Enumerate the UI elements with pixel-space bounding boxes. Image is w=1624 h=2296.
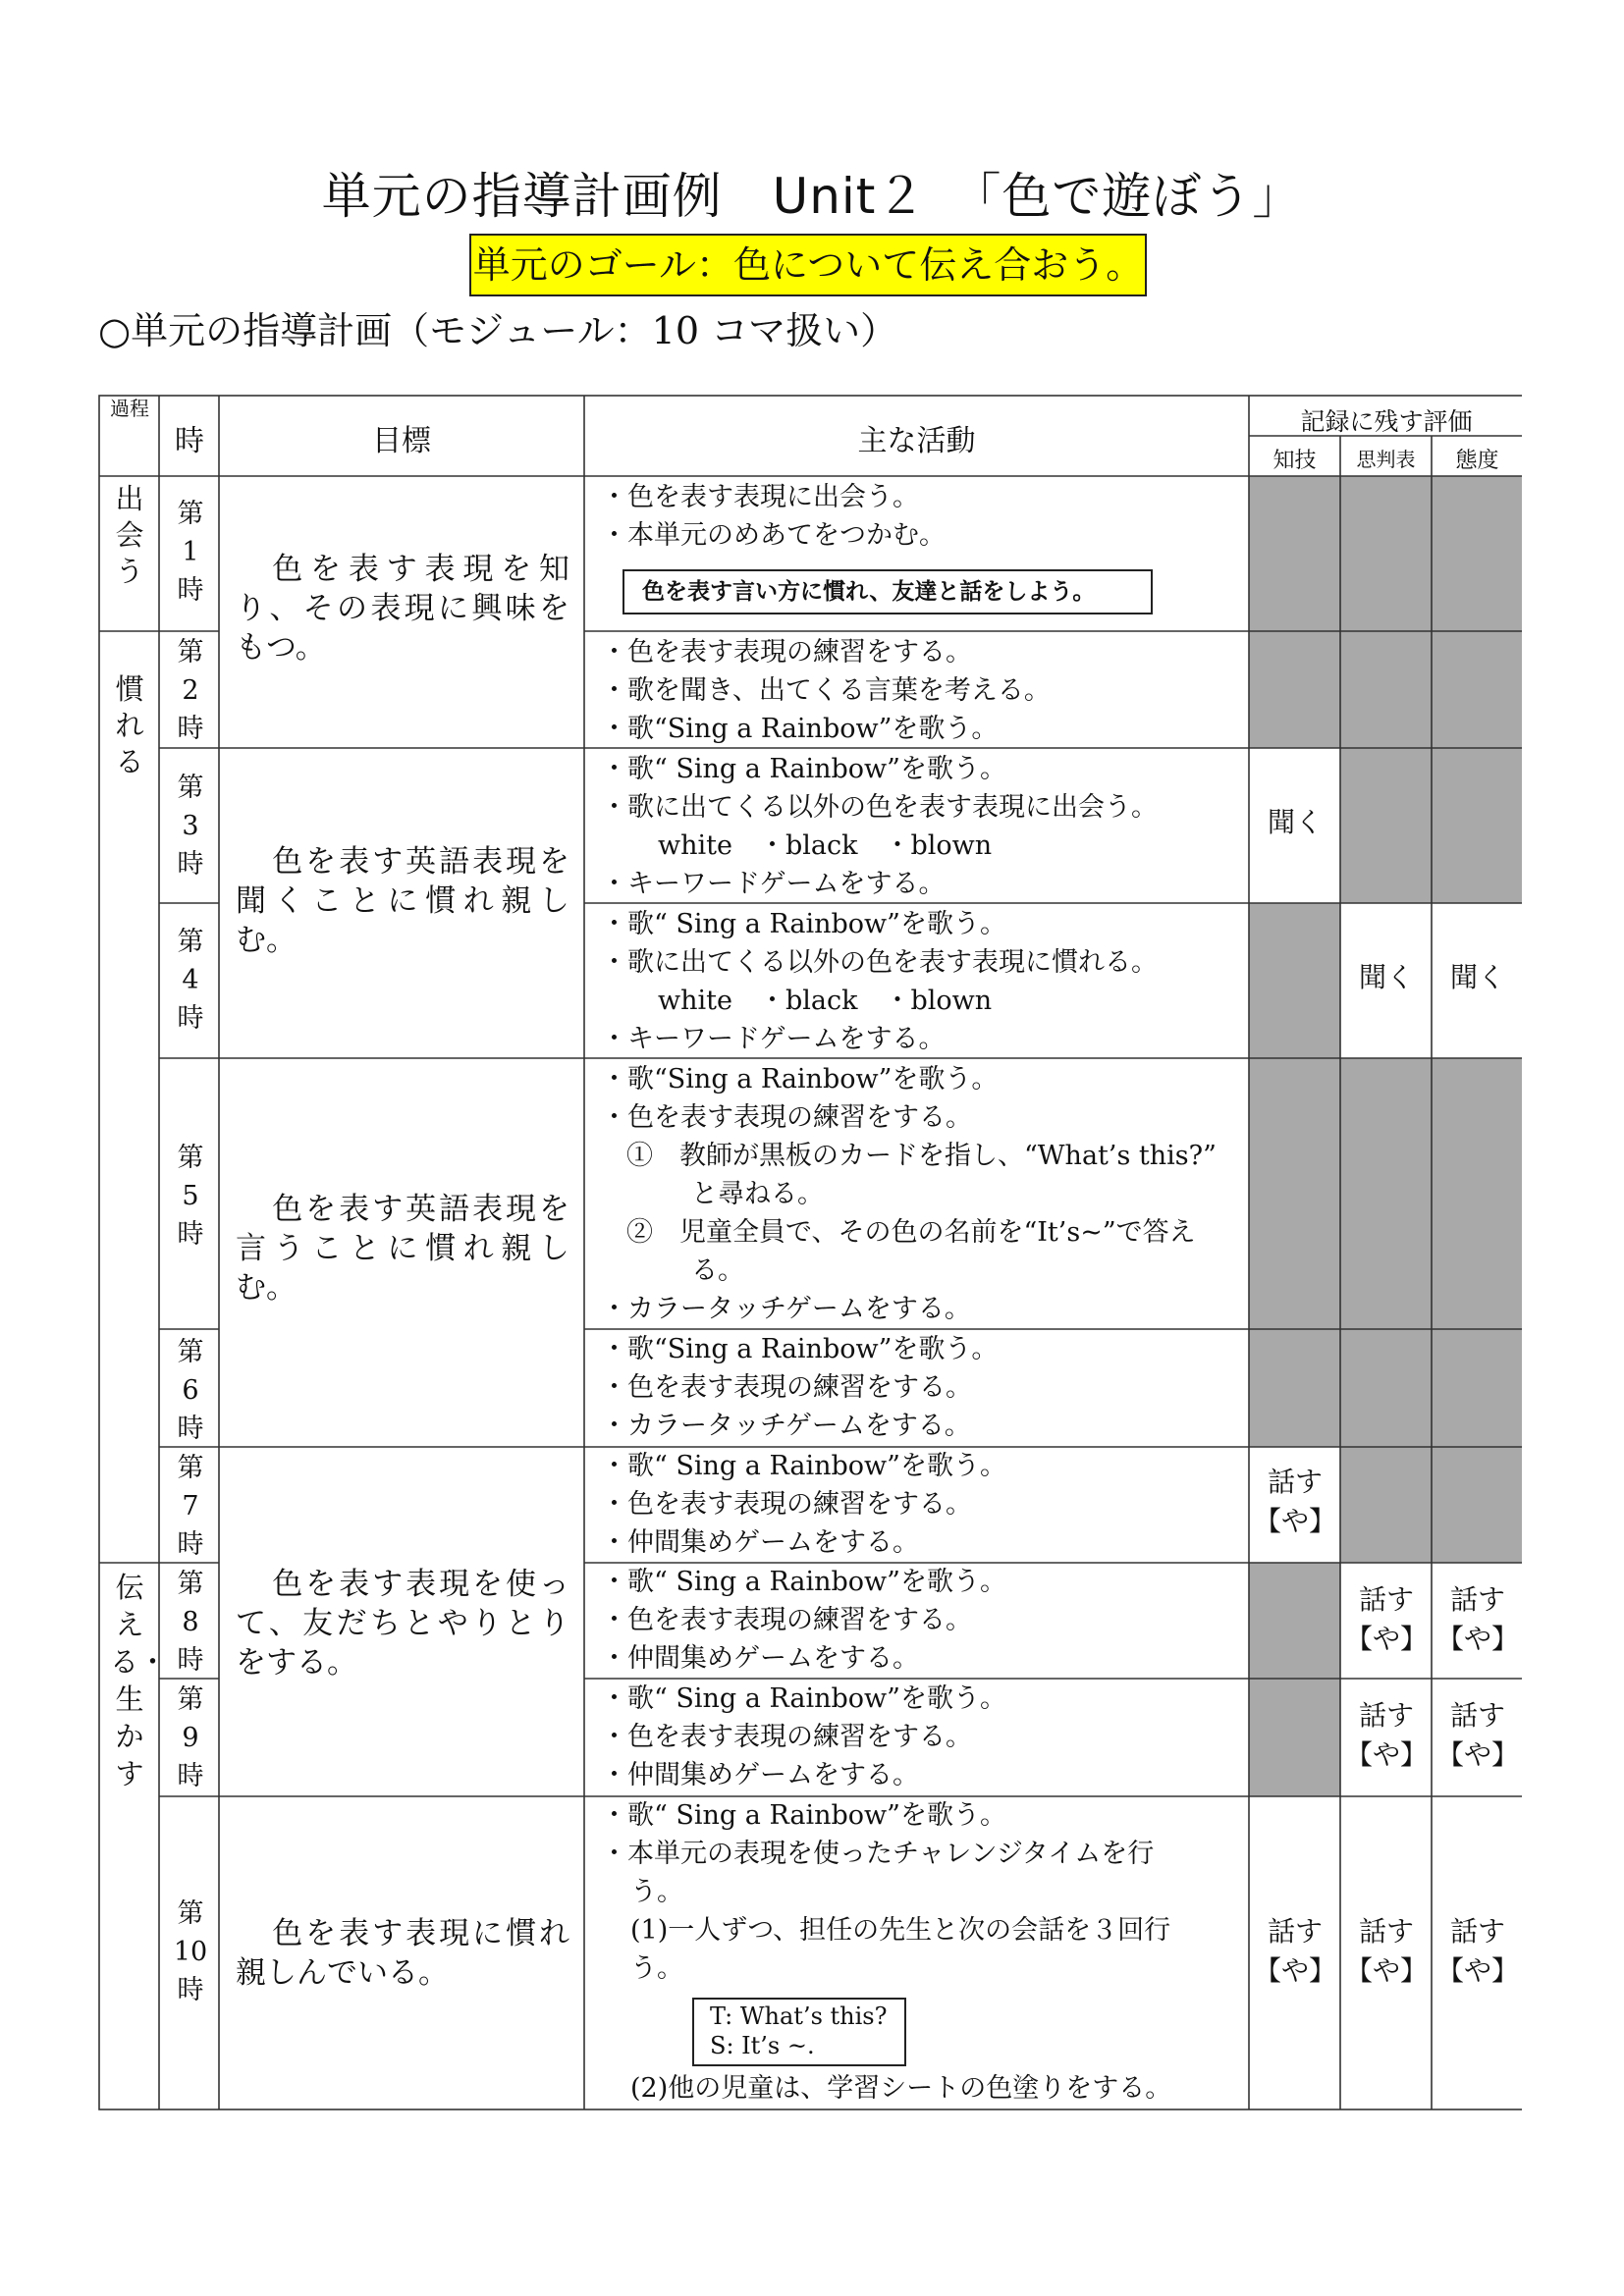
eval-h4-thinking: 聞く (1358, 961, 1414, 993)
activities-h6 (601, 1330, 1239, 1445)
activities-h4 (601, 905, 1239, 1058)
eval-h9-attitude (1434, 1696, 1522, 1775)
unit-aim-box: 色を表す言い方に慣れ、友達と話をしよう。 (623, 569, 1153, 614)
eval-mark: 【や】 (1435, 1623, 1519, 1655)
objective-1: 色を表す表現を知り、その表現に興味をもつ。 (236, 552, 569, 666)
phase-meet: 出会う (115, 482, 144, 588)
header-objective: 目標 (372, 424, 431, 458)
objective-2: 色を表す英語表現を聞くことに慣れ親しむ。 (236, 844, 569, 958)
activity-line: る。 (691, 1255, 744, 1286)
activity-line: ・カラータッチゲームをする。 (601, 1294, 971, 1324)
eval-h10-attitude (1434, 1912, 1522, 1991)
activity-line: ・歌に出てくる以外の色を表す表現に出会う。 (601, 792, 1158, 823)
eval-label: 話す (1358, 1583, 1414, 1616)
activity-line: う。 (630, 1953, 683, 1984)
objective-5: 色を表す表現に慣れ親しんでいる。 (236, 1916, 569, 1991)
header-process: 過程 (110, 397, 149, 420)
eval-mark: 【や】 (1435, 1954, 1519, 1987)
eval-h7-knowledge (1251, 1463, 1339, 1541)
dialog-line-teacher: T: What’s this? (710, 2002, 888, 2030)
page-title: 単元の指導計画例 Unit２ 「色で遊ぼう」 (321, 168, 1303, 225)
activity-line: ・歌を聞き、出てくる言葉を考える。 (601, 675, 1051, 706)
activities-h3 (601, 750, 1239, 903)
activity-line: ・色を表す表現の練習をする。 (601, 1605, 972, 1635)
dialog-line-student: S: It’s ~. (710, 2032, 815, 2059)
eval-mark: 【や】 (1344, 1738, 1428, 1771)
shade-h5 (1249, 1058, 1522, 1329)
header-activities: 主な活動 (857, 424, 976, 458)
activities-h8 (601, 1563, 1239, 1678)
activity-line: white ・black ・blown (658, 830, 993, 861)
activity-line: ・歌“Sing a Rainbow”を歌う。 (601, 714, 999, 744)
eval-label: 話す (1358, 1915, 1414, 1948)
header-hour: 時 (175, 424, 204, 458)
activity-line: ・本単元の表現を使ったチャレンジタイムを行 (601, 1839, 1155, 1869)
activities-h2 (601, 633, 1239, 748)
hour-10: 第10時 (173, 1898, 208, 2005)
header-eval-attitude: 態度 (1455, 449, 1499, 473)
activity-line: ・カラータッチゲームをする。 (601, 1411, 971, 1441)
shade-h1 (1249, 476, 1522, 631)
activities-h7 (601, 1447, 1239, 1562)
eval-h9-thinking (1342, 1696, 1431, 1775)
activities-h5 (601, 1060, 1239, 1328)
activity-line: white ・black ・blown (658, 986, 993, 1016)
activity-line: ・歌“ Sing a Rainbow”を歌う。 (601, 1567, 1006, 1597)
unit-goal: 単元のゴール：色について伝え合おう。 (469, 234, 1147, 296)
activity-line: ・色を表す表現の練習をする。 (601, 637, 972, 667)
eval-h10-knowledge (1251, 1912, 1339, 1991)
hour-2: 第2時 (177, 637, 204, 744)
activity-line: ・歌“ Sing a Rainbow”を歌う。 (601, 1451, 1006, 1481)
objective-4: 色を表す表現を使って、友だちとやりとりをする。 (236, 1567, 569, 1681)
eval-label: 話す (1449, 1915, 1505, 1948)
activity-line: ・色を表す表現の練習をする。 (601, 1372, 972, 1403)
eval-label: 話す (1267, 1466, 1323, 1498)
phase-convey: 伝える・生かす (110, 1571, 168, 1790)
header-eval-thinking: 思判表 (1356, 448, 1416, 471)
activity-line: ・色を表す表現の練習をする。 (601, 1489, 972, 1520)
shade-h2 (1249, 631, 1522, 748)
eval-h4-attitude: 聞く (1449, 961, 1505, 993)
activity-line: ・歌“ Sing a Rainbow”を歌う。 (601, 1800, 1006, 1831)
activity-line: ・歌“ Sing a Rainbow”を歌う。 (601, 754, 1006, 784)
eval-label: 話す (1449, 1583, 1505, 1616)
activity-line: ・本単元のめあてをつかむ。 (601, 520, 946, 551)
eval-h8-thinking (1342, 1580, 1431, 1659)
activity-line: う。 (630, 1877, 683, 1907)
eval-mark: 【や】 (1435, 1738, 1519, 1771)
activity-line: ② 児童全員で、その色の名前を“It’s~”で答え (626, 1217, 1196, 1248)
eval-h3-knowledge: 聞く (1267, 806, 1323, 838)
eval-h10-thinking (1342, 1912, 1431, 1991)
eval-mark: 【や】 (1344, 1623, 1428, 1655)
hour-4: 第4時 (177, 927, 204, 1034)
activity-line: ・歌“Sing a Rainbow”を歌う。 (601, 1334, 999, 1364)
hour-1: 第1時 (177, 499, 204, 606)
hour-7: 第7時 (177, 1453, 204, 1560)
activity-line: ・仲間集めゲームをする。 (601, 1527, 919, 1558)
hour-9: 第9時 (177, 1684, 204, 1791)
activities-h1 (601, 478, 1239, 555)
eval-label: 話す (1358, 1699, 1414, 1732)
activity-line: ・仲間集めゲームをする。 (601, 1760, 919, 1790)
activities-h9 (601, 1680, 1239, 1794)
header-eval-knowledge: 知技 (1272, 449, 1317, 473)
activity-line: ・色を表す表現の練習をする。 (601, 1722, 972, 1752)
dialog-box (692, 1998, 906, 2066)
header-evaluation: 記録に残す評価 (1300, 407, 1473, 436)
activities-h10 (601, 1796, 1239, 1988)
activity-line: ・色を表す表現の練習をする。 (601, 1102, 972, 1133)
shade-h6 (1249, 1329, 1522, 1447)
activity-line: ① 教師が黒板のカードを指し、“What’s this?” (626, 1141, 1217, 1171)
hour-5: 第5時 (177, 1143, 204, 1250)
activity-line: ・歌“Sing a Rainbow”を歌う。 (601, 1064, 999, 1095)
activity-line: ・色を表す表現に出会う。 (601, 482, 919, 512)
shade-h9 (1249, 1679, 1340, 1796)
phase-get-used: 慣れる (115, 672, 144, 778)
activity-line: ・キーワードゲームをする。 (601, 1024, 946, 1054)
shade-h8 (1249, 1563, 1340, 1679)
activity-line: ・キーワードゲームをする。 (601, 869, 946, 899)
activity-line-h10-last: (2)他の児童は、学習シートの色塗りをする。 (630, 2073, 1172, 2104)
eval-mark: 【や】 (1253, 1505, 1336, 1537)
eval-mark: 【や】 (1253, 1954, 1336, 1987)
eval-mark: 【や】 (1344, 1954, 1428, 1987)
objective-3: 色を表す英語表現を言うことに慣れ親しむ。 (236, 1192, 569, 1306)
hour-3: 第3時 (177, 773, 204, 880)
hour-8: 第8時 (177, 1569, 204, 1676)
activity-line: (1)一人ずつ、担任の先生と次の会話を３回行 (630, 1915, 1171, 1946)
activity-line: ・仲間集めゲームをする。 (601, 1643, 919, 1674)
activity-line: と尋ねる。 (691, 1179, 824, 1209)
activity-line: ・歌“ Sing a Rainbow”を歌う。 (601, 1683, 1006, 1714)
activity-line: ・歌に出てくる以外の色を表す表現に慣れる。 (601, 947, 1158, 978)
plan-heading: ○単元の指導計画（モジュール：10 コマ扱い） (98, 309, 898, 352)
eval-h8-attitude (1434, 1580, 1522, 1659)
shade-h4 (1249, 903, 1340, 1058)
eval-label: 話す (1449, 1699, 1505, 1732)
eval-label: 話す (1267, 1915, 1323, 1948)
hour-6: 第6時 (177, 1337, 204, 1444)
activity-line: ・歌“ Sing a Rainbow”を歌う。 (601, 909, 1006, 939)
